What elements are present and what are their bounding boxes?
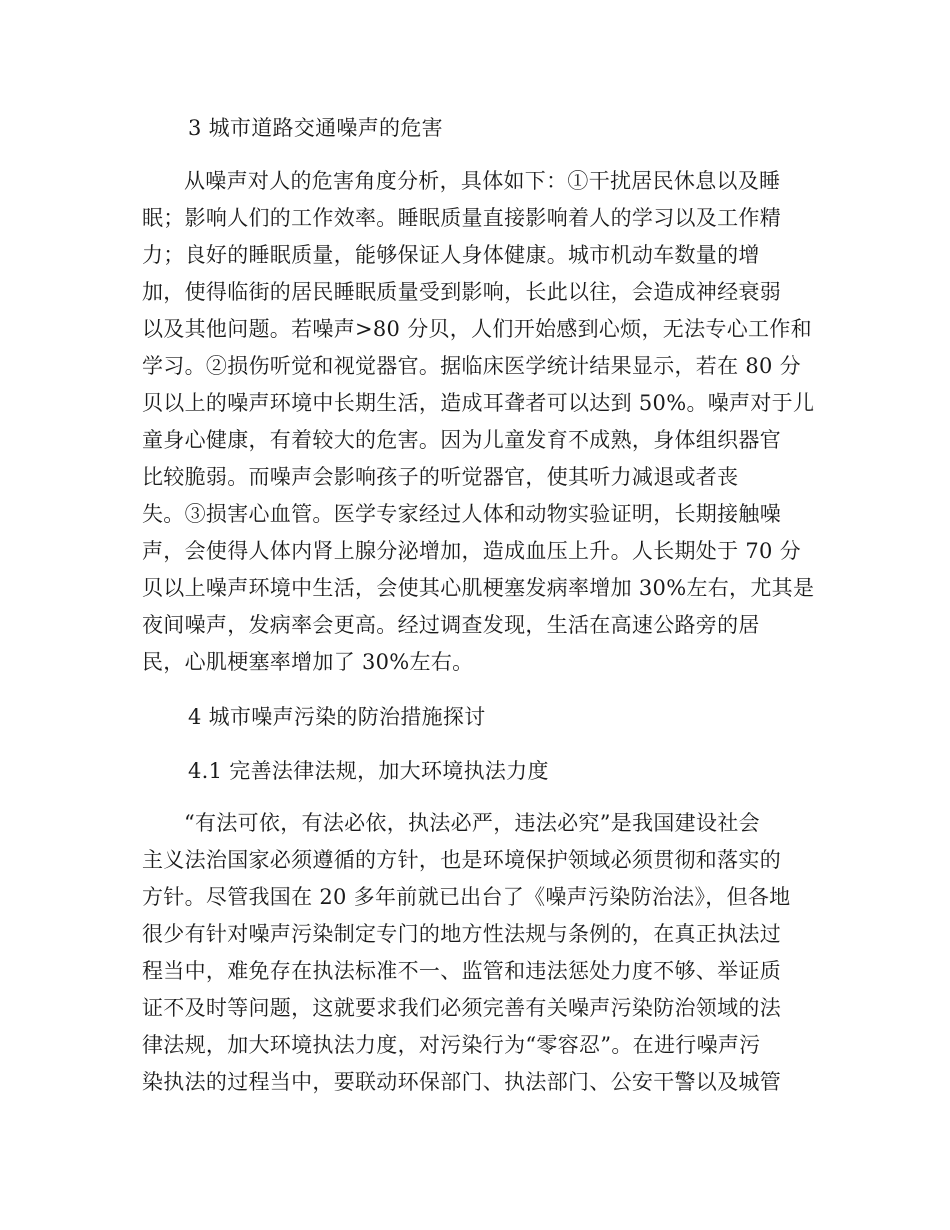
paragraph-line: 贝以上的噪声环境中长期生活，造成耳聋者可以达到 50%。噪声对于儿 — [142, 391, 815, 415]
paragraph-line: 声，会使得人体内肾上腺分泌增加，造成血压上升。人长期处于 70 分 — [142, 539, 801, 563]
section-heading-3: 3 城市道路交通噪声的危害 — [188, 116, 443, 140]
paragraph-line: 夜间噪声，发病率会更高。经过调查发现，生活在高速公路旁的居 — [142, 613, 760, 637]
paragraph-line: 童身心健康，有着较大的危害。因为儿童发育不成熟，身体组织器官 — [142, 428, 781, 452]
paragraph-line: 贝以上噪声环境中生活，会使其心肌梗塞发病率增加 30%左右，尤其是 — [142, 576, 815, 600]
paragraph-line: “有法可依，有法必依，执法必严，违法必究”是我国建设社会 — [184, 811, 760, 835]
paragraph-line: 加，使得临街的居民睡眠质量受到影响，长此以往，会造成神经衰弱 — [142, 280, 781, 304]
paragraph-line: 证不及时等问题，这就要求我们必须完善有关噪声污染防治领域的法 — [142, 996, 781, 1020]
paragraph-line: 以及其他问题。若噪声>80 分贝，人们开始感到心烦，无法专心工作和 — [142, 317, 812, 341]
paragraph-line: 很少有针对噪声污染制定专门的地方性法规与条例的，在真正执法过 — [142, 922, 781, 946]
paragraph-line: 主义法治国家必须遵循的方针，也是环境保护领域必须贯彻和落实的 — [142, 848, 781, 872]
subsection-heading-4-1: 4.1 完善法律法规，加大环境执法力度 — [188, 759, 549, 783]
paragraph-line: 力；良好的睡眠质量，能够保证人身体健康。城市机动车数量的增 — [142, 243, 760, 267]
paragraph-line: 眠；影响人们的工作效率。睡眠质量直接影响着人的学习以及工作精 — [142, 206, 781, 230]
paragraph-line: 律法规，加大环境执法力度，对污染行为“零容忍”。在进行噪声污 — [142, 1033, 761, 1057]
paragraph-line: 学习。②损伤听觉和视觉器官。据临床医学统计结果显示，若在 80 分 — [142, 354, 801, 378]
paragraph-line: 民，心肌梗塞率增加了 30%左右。 — [142, 650, 474, 674]
paragraph-line: 失。③损害心血管。医学专家经过人体和动物实验证明，长期接触噪 — [142, 502, 781, 526]
paragraph-line: 染执法的过程当中，要联动环保部门、执法部门、公安干警以及城管 — [142, 1070, 781, 1094]
paragraph-line: 方针。尽管我国在 20 多年前就已出台了《噪声污染防治法》，但各地 — [142, 885, 791, 909]
paragraph-line: 程当中，难免存在执法标准不一、监管和违法惩处力度不够、举证质 — [142, 959, 781, 983]
paragraph-line: 从噪声对人的危害角度分析，具体如下：①干扰居民休息以及睡 — [184, 169, 781, 193]
paragraph-line: 比较脆弱。而噪声会影响孩子的听觉器官，使其听力减退或者丧 — [142, 465, 739, 489]
section-heading-4: 4 城市噪声污染的防治措施探讨 — [188, 705, 486, 729]
